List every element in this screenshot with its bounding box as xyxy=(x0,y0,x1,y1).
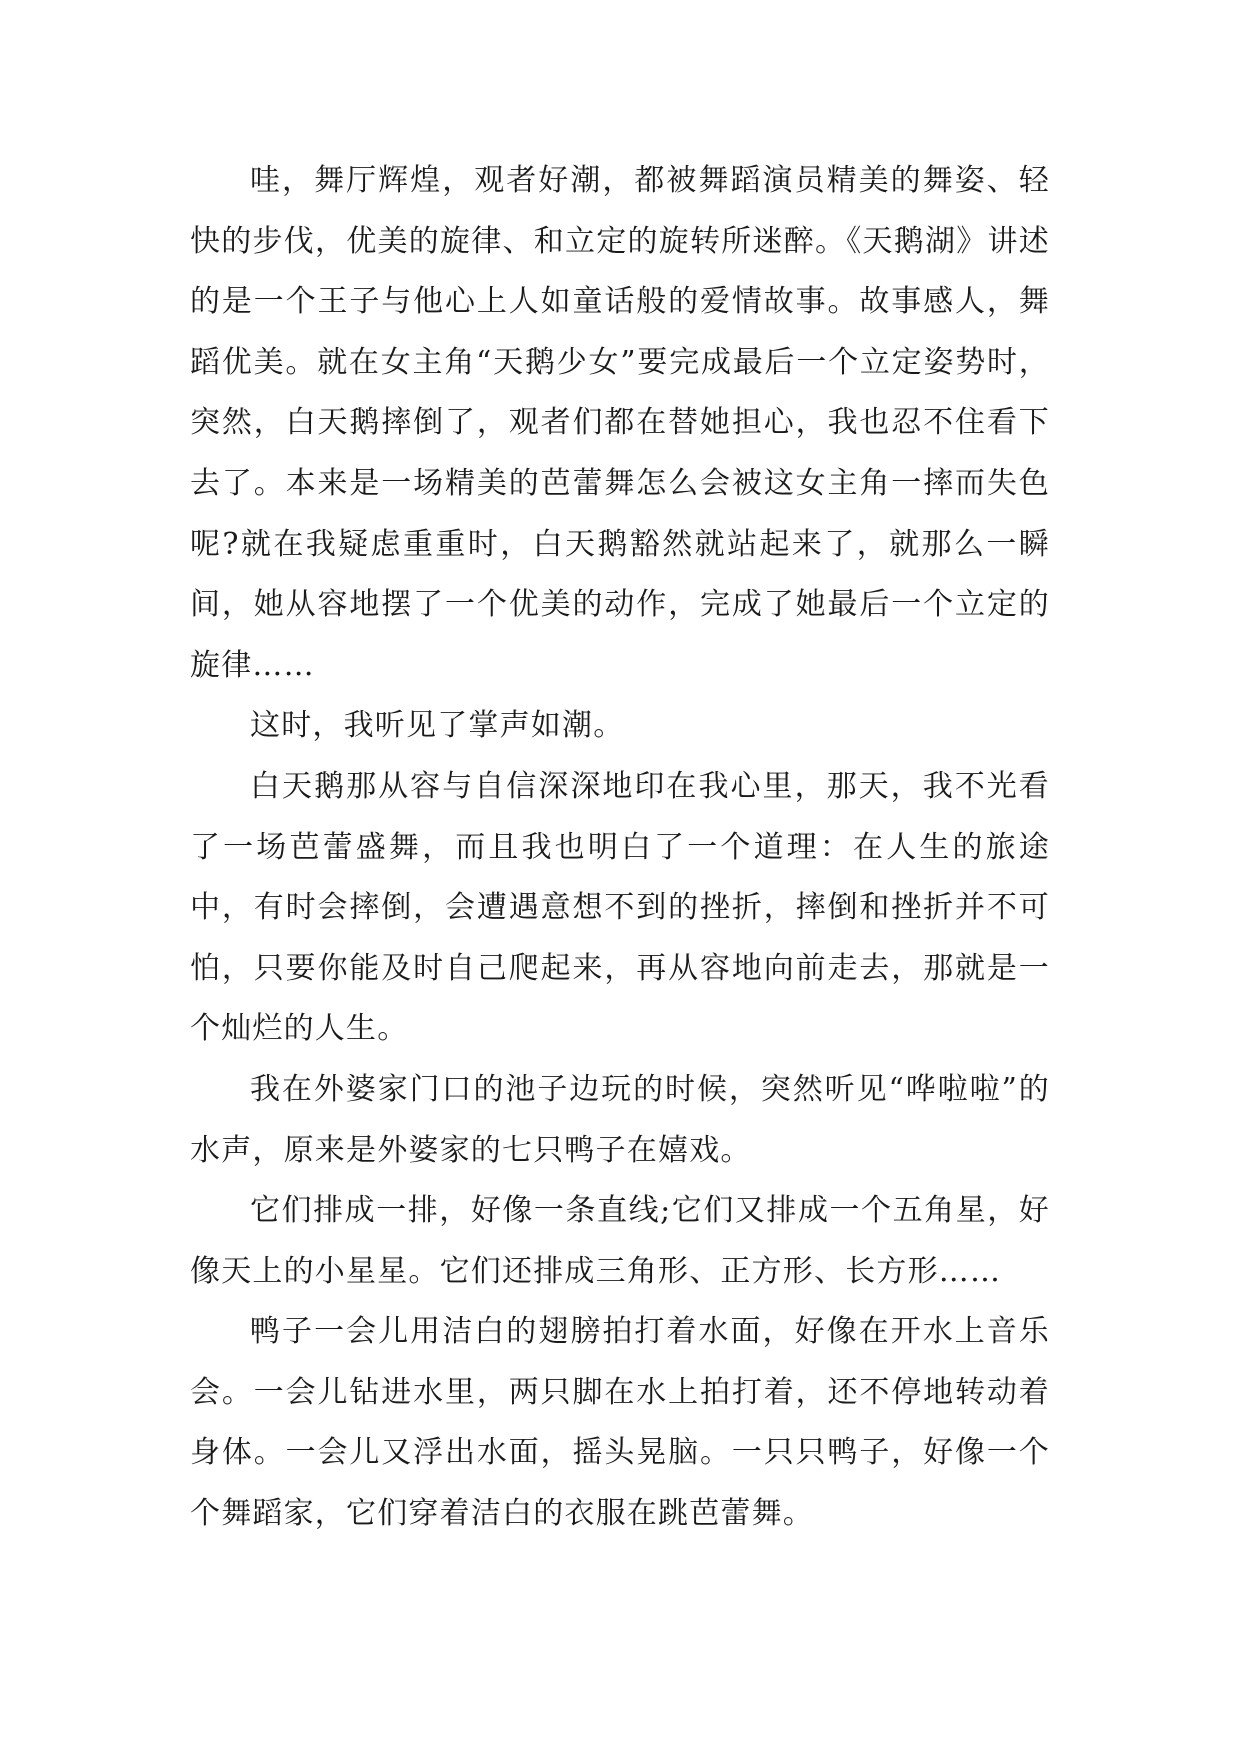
paragraph-applause: 这时，我听见了掌声如潮。 xyxy=(250,708,625,744)
paragraph-ducks-dance: 鸭子一会儿用洁白的翅膀拍打着水面，好像在开水上音乐会。一会儿钻进水里，两只脚在水上拍打着，还不停地转动着身体。一会儿又浮出水面，摇头晃脑。一只只鸭子，好像一个个舞蹈家，它们穿着洁白的衣服在跳芭蕾舞。 xyxy=(190,1314,1050,1532)
document-body xyxy=(190,151,1050,1545)
paragraph-ducks-intro: 我在外婆家门口的池子边玩的时候，突然听见“哗啦啦”的水声，原来是外婆家的七只鸭子在嬉戏。 xyxy=(190,1071,1050,1168)
paragraph-ducks-shapes: 它们排成一排，好像一条直线;它们又排成一个五角星，好像天上的小星星。它们还排成三角形、正方形、长方形…… xyxy=(190,1193,1050,1289)
paragraph-swan-lake: 哇，舞厅辉煌，观者好潮，都被舞蹈演员精美的舞姿、轻快的步伐，优美的旋律、和立定的旋转所迷醉。《天鹅湖》讲述的是一个王子与他心上人如童话般的爱情故事。故事感人，舞蹈优美。就在女主角“天鹅少女”要完成最后一个立定姿势时，突然，白天鹅摔倒了，观者们都在替她担心，我也忍不住看下去了。本来是一场精美的芭蕾舞怎么会被这女主角一摔而失色呢?就在我疑虑重重时，白天鹅豁然就站起来了，就那么一瞬间，她从容地摆了一个优美的动作，完成了她最后一个立定的旋律…… xyxy=(190,163,1050,683)
paragraph-life-lesson: 白天鹅那从容与自信深深地印在我心里，那天，我不光看了一场芭蕾盛舞，而且我也明白了一个道理：在人生的旅途中，有时会摔倒，会遭遇意想不到的挫折，摔倒和挫折并不可怕，只要你能及时自己爬起来，再从容地向前走去，那就是一个灿烂的人生。 xyxy=(190,768,1050,1047)
